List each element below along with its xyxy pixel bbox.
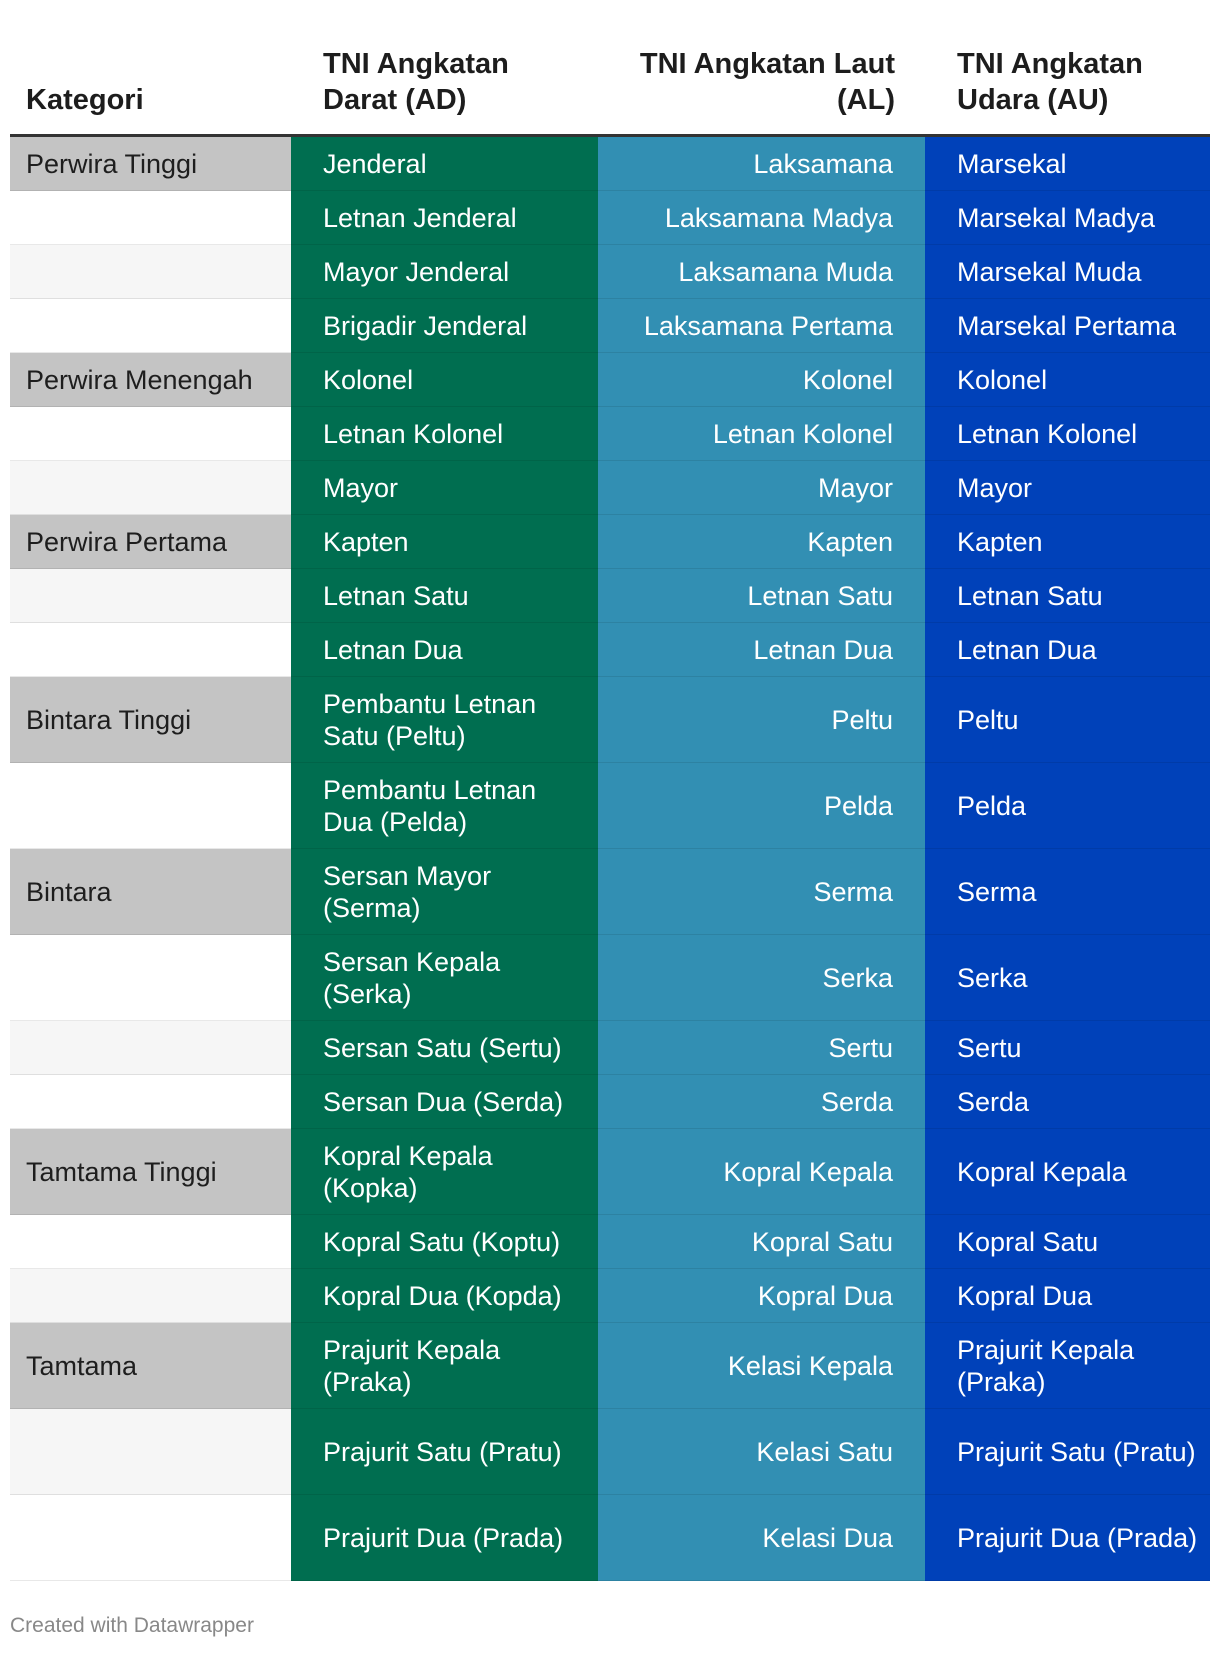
cell-au: Serka	[925, 935, 1210, 1021]
cell-kategori	[10, 935, 291, 1021]
cell-ad: Sersan Dua (Serda)	[291, 1075, 598, 1129]
header-ad: TNI Angkatan Darat (AD)	[291, 38, 598, 136]
cell-al: Letnan Kolonel	[598, 407, 925, 461]
cell-al: Sertu	[598, 1021, 925, 1075]
cell-al: Pelda	[598, 763, 925, 849]
cell-ad: Brigadir Jenderal	[291, 299, 598, 353]
cell-al: Kapten	[598, 515, 925, 569]
cell-kategori	[10, 245, 291, 299]
table-row	[10, 1129, 1210, 1215]
cell-ad: Letnan Jenderal	[291, 191, 598, 245]
cell-au: Kopral Satu	[925, 1215, 1210, 1269]
cell-kategori	[10, 1215, 291, 1269]
table-row	[10, 1323, 1210, 1409]
cell-kategori	[10, 461, 291, 515]
cell-au: Marsekal Muda	[925, 245, 1210, 299]
table-row	[10, 461, 1210, 515]
table-row	[10, 1269, 1210, 1323]
cell-al: Letnan Dua	[598, 623, 925, 677]
cell-ad: Kopral Satu (Koptu)	[291, 1215, 598, 1269]
table-row	[10, 763, 1210, 849]
cell-au: Kolonel	[925, 353, 1210, 407]
table-row	[10, 677, 1210, 763]
cell-ad: Sersan Mayor (Serma)	[291, 849, 598, 935]
cell-au: Kopral Dua	[925, 1269, 1210, 1323]
header-au: TNI Angkatan Udara (AU)	[925, 38, 1210, 136]
cell-al: Serka	[598, 935, 925, 1021]
cell-al: Kelasi Satu	[598, 1409, 925, 1495]
cell-ad: Pembantu Letnan Dua (Pelda)	[291, 763, 598, 849]
cell-au: Kapten	[925, 515, 1210, 569]
cell-al: Kopral Kepala	[598, 1129, 925, 1215]
cell-kategori	[10, 569, 291, 623]
cell-au: Letnan Dua	[925, 623, 1210, 677]
cell-au: Peltu	[925, 677, 1210, 763]
cell-al: Laksamana Muda	[598, 245, 925, 299]
table-row	[10, 299, 1210, 353]
cell-kategori	[10, 1269, 291, 1323]
cell-al: Kelasi Kepala	[598, 1323, 925, 1409]
cell-al: Laksamana	[598, 136, 925, 191]
cell-au: Pelda	[925, 763, 1210, 849]
table-row	[10, 136, 1210, 191]
cell-kategori	[10, 1409, 291, 1495]
cell-al: Laksamana Pertama	[598, 299, 925, 353]
cell-kategori: Perwira Tinggi	[10, 136, 291, 191]
table-row	[10, 1495, 1210, 1581]
table-row	[10, 245, 1210, 299]
footer-credit: Created with Datawrapper	[10, 1614, 254, 1637]
table-row	[10, 849, 1210, 935]
cell-au: Marsekal Pertama	[925, 299, 1210, 353]
header-kategori: Kategori	[10, 38, 291, 136]
cell-kategori	[10, 763, 291, 849]
cell-al: Mayor	[598, 461, 925, 515]
cell-ad: Sersan Kepala (Serka)	[291, 935, 598, 1021]
cell-al: Kelasi Dua	[598, 1495, 925, 1581]
cell-al: Peltu	[598, 677, 925, 763]
cell-kategori: Perwira Menengah	[10, 353, 291, 407]
cell-ad: Mayor Jenderal	[291, 245, 598, 299]
cell-kategori: Tamtama	[10, 1323, 291, 1409]
cell-ad: Kopral Kepala (Kopka)	[291, 1129, 598, 1215]
cell-al: Serda	[598, 1075, 925, 1129]
cell-kategori: Bintara	[10, 849, 291, 935]
cell-kategori	[10, 1495, 291, 1581]
cell-au: Mayor	[925, 461, 1210, 515]
table-row	[10, 623, 1210, 677]
cell-ad: Pembantu Letnan Satu (Peltu)	[291, 677, 598, 763]
table-row	[10, 569, 1210, 623]
header-al: TNI Angkatan Laut (AL)	[598, 38, 925, 136]
cell-ad: Prajurit Satu (Pratu)	[291, 1409, 598, 1495]
cell-au: Letnan Satu	[925, 569, 1210, 623]
cell-al: Letnan Satu	[598, 569, 925, 623]
cell-ad: Letnan Satu	[291, 569, 598, 623]
cell-au: Serda	[925, 1075, 1210, 1129]
cell-kategori	[10, 1021, 291, 1075]
cell-au: Prajurit Kepala (Praka)	[925, 1323, 1210, 1409]
cell-ad: Prajurit Dua (Prada)	[291, 1495, 598, 1581]
header-row	[10, 38, 1210, 136]
rank-table	[10, 38, 1210, 1581]
cell-kategori	[10, 623, 291, 677]
cell-ad: Kolonel	[291, 353, 598, 407]
cell-au: Marsekal	[925, 136, 1210, 191]
cell-ad: Kopral Dua (Kopda)	[291, 1269, 598, 1323]
cell-au: Kopral Kepala	[925, 1129, 1210, 1215]
cell-au: Letnan Kolonel	[925, 407, 1210, 461]
table-row	[10, 353, 1210, 407]
cell-kategori: Perwira Pertama	[10, 515, 291, 569]
cell-al: Serma	[598, 849, 925, 935]
cell-kategori: Tamtama Tinggi	[10, 1129, 291, 1215]
cell-kategori: Bintara Tinggi	[10, 677, 291, 763]
cell-kategori	[10, 407, 291, 461]
cell-al: Kopral Satu	[598, 1215, 925, 1269]
cell-kategori	[10, 299, 291, 353]
cell-kategori	[10, 191, 291, 245]
table-row	[10, 515, 1210, 569]
table-row	[10, 1021, 1210, 1075]
table-row	[10, 1409, 1210, 1495]
cell-al: Kolonel	[598, 353, 925, 407]
cell-kategori	[10, 1075, 291, 1129]
cell-ad: Jenderal	[291, 136, 598, 191]
cell-au: Marsekal Madya	[925, 191, 1210, 245]
cell-au: Prajurit Dua (Prada)	[925, 1495, 1210, 1581]
cell-ad: Prajurit Kepala (Praka)	[291, 1323, 598, 1409]
table-row	[10, 1215, 1210, 1269]
table-row	[10, 407, 1210, 461]
table-row	[10, 191, 1210, 245]
cell-al: Kopral Dua	[598, 1269, 925, 1323]
rank-table-container	[10, 38, 1210, 1581]
cell-al: Laksamana Madya	[598, 191, 925, 245]
cell-ad: Letnan Kolonel	[291, 407, 598, 461]
table-row	[10, 1075, 1210, 1129]
table-row	[10, 935, 1210, 1021]
cell-au: Serma	[925, 849, 1210, 935]
cell-au: Sertu	[925, 1021, 1210, 1075]
cell-ad: Kapten	[291, 515, 598, 569]
cell-ad: Mayor	[291, 461, 598, 515]
cell-ad: Letnan Dua	[291, 623, 598, 677]
table-body	[10, 136, 1210, 1581]
cell-au: Prajurit Satu (Pratu)	[925, 1409, 1210, 1495]
cell-ad: Sersan Satu (Sertu)	[291, 1021, 598, 1075]
